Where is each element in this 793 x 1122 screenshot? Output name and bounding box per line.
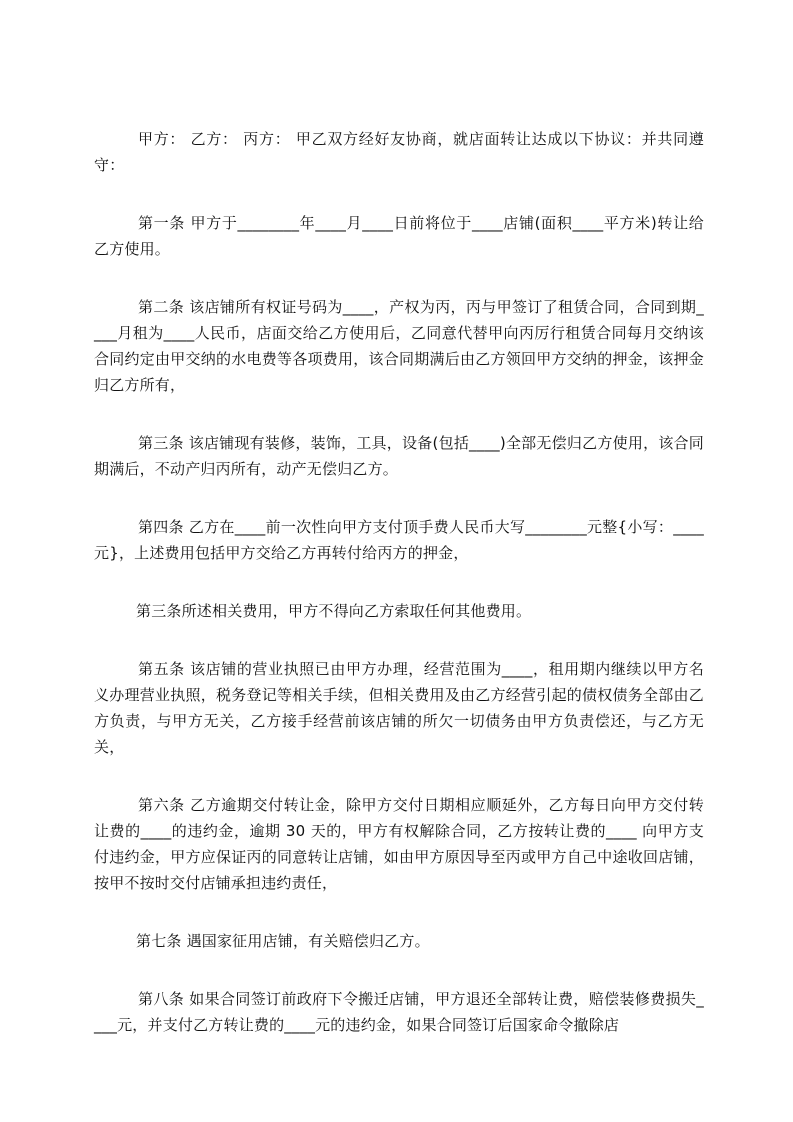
- article-6-paragraph: 第六条 乙方逾期交付转让金，除甲方交付日期相应顺延外，乙方每日向甲方交付转让费的____的违约金，逾期 30 天的，甲方有权解除合同，乙方按转让费的____ 向甲方支付违约金，甲方应保证丙的同意转让店铺，如由甲方原因导至丙或甲方自己中途收回店铺，按甲不按时交付店铺承担违约责任，: [94, 796, 704, 892]
- article-8-paragraph: 第八条 如果合同签订前政府下令搬迁店铺，甲方退还全部转让费，赔偿装修费损失____元，并支付乙方转让费的____元的违约金，如果合同签订后国家命令撤除店: [94, 990, 704, 1034]
- article-1-paragraph: 第一条 甲方于________年____月____日前将位于____店铺(面积____平方米)转让给乙方使用。: [94, 214, 704, 258]
- article-2-paragraph: 第二条 该店铺所有权证号码为____，产权为丙，丙与甲签订了租赁合同，合同到期____月租为____人民币，店面交给乙方使用后，乙同意代替甲向丙厉行租赁合同每月交纳该合同约定由甲交纳的水电费等各项费用，该合同期满后由乙方领回甲方交纳的押金，该押金归乙方所有，: [94, 298, 704, 394]
- article-3-paragraph: 第三条 该店铺现有装修，装饰，工具，设备(包括____)全部无偿归乙方使用，该合同期满后，不动产归丙所有，动产无偿归乙方。: [94, 434, 704, 478]
- article-7-paragraph: 第七条 遇国家征用店铺，有关赔偿归乙方。: [136, 932, 430, 950]
- preamble-paragraph: 甲方： 乙方： 丙方： 甲乙双方经好友协商，就店面转让达成以下协议：并共同遵守：: [94, 130, 704, 174]
- article-4-continuation-paragraph: 第三条所述相关费用，甲方不得向乙方索取任何其他费用。: [136, 602, 532, 620]
- article-5-paragraph: 第五条 该店铺的营业执照已由甲方办理，经营范围为____，租用期内继续以甲方名义办理营业执照，税务登记等相关手续，但相关费用及由乙方经营引起的债权债务全部由乙方负责，与甲方无关，乙方接手经营前该店铺的所欠一切债务由甲方负责偿还，与乙方无关，: [94, 660, 704, 756]
- article-4-paragraph: 第四条 乙方在____前一次性向甲方支付顶手费人民币大写________元整{小写：____元}，上述费用包括甲方交给乙方再转付给丙方的押金，: [94, 518, 704, 562]
- contract-body: [94, 126, 704, 1070]
